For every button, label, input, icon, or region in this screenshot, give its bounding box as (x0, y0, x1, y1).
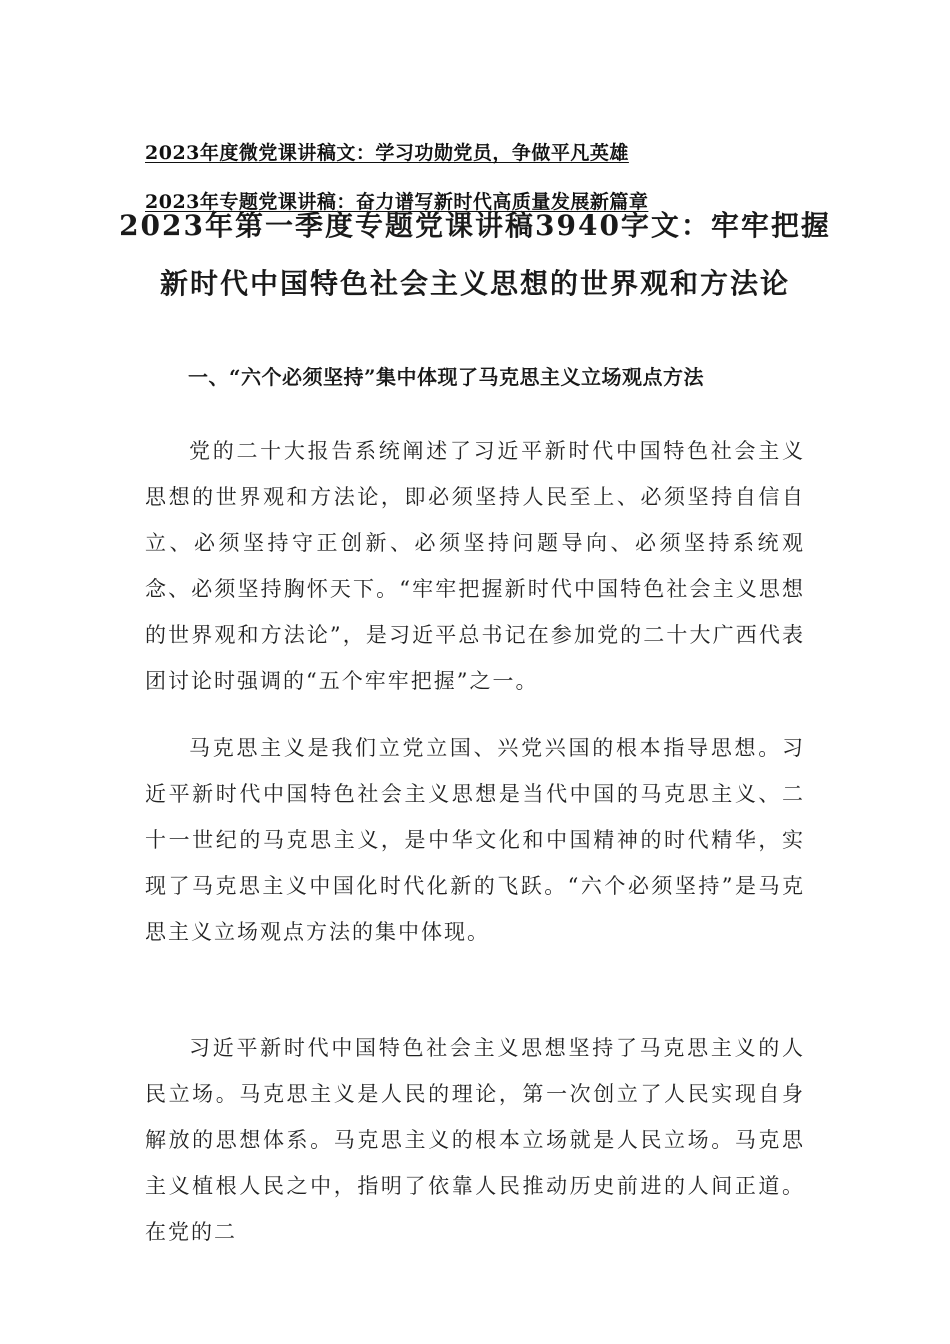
section-heading: 一、“六个必须坚持”集中体现了马克思主义立场观点方法 (188, 365, 705, 389)
related-article-link-2[interactable]: 2023年专题党课讲稿：奋力谱写新时代高质量发展新篇章 (145, 191, 649, 213)
related-article-link-1[interactable]: 2023年度微党课讲稿文：学习功勋党员，争做平凡英雄 (145, 142, 629, 164)
document-title-line-2: 新时代中国特色社会主义思想的世界观和方法论 (159, 267, 790, 300)
body-paragraph-3: 习近平新时代中国特色社会主义思想坚持了马克思主义的人民立场。马克思主义是人民的理论，第一次创立了人民实现自身解放的思想体系。马克思主义的根本立场就是人民立场。马克思主义植根人民之中，指明了依靠人民推动历史前进的人间正道。在党的二 (145, 1036, 805, 1244)
body-paragraph-1: 党的二十大报告系统阐述了习近平新时代中国特色社会主义思想的世界观和方法论，即必须坚持人民至上、必须坚持自信自立、必须坚持守正创新、必须坚持问题导向、必须坚持系统观念、必须坚持胸怀天下。“牢牢把握新时代中国特色社会主义思想的世界观和方法论”，是习近平总书记在参加党的二十大广西代表团讨论时强调的“五个牢牢把握”之一。 (145, 439, 805, 693)
body-paragraph-2: 马克思主义是我们立党立国、兴党兴国的根本指导思想。习近平新时代中国特色社会主义思想是当代中国的马克思主义、二十一世纪的马克思主义，是中华文化和中国精神的时代精华，实现了马克思主义中国化时代化新的飞跃。“六个必须坚持”是马克思主义立场观点方法的集中体现。 (145, 736, 805, 944)
document-title-line-1: 2023年第一季度专题党课讲稿3940字文：牢牢把握 (119, 209, 831, 242)
